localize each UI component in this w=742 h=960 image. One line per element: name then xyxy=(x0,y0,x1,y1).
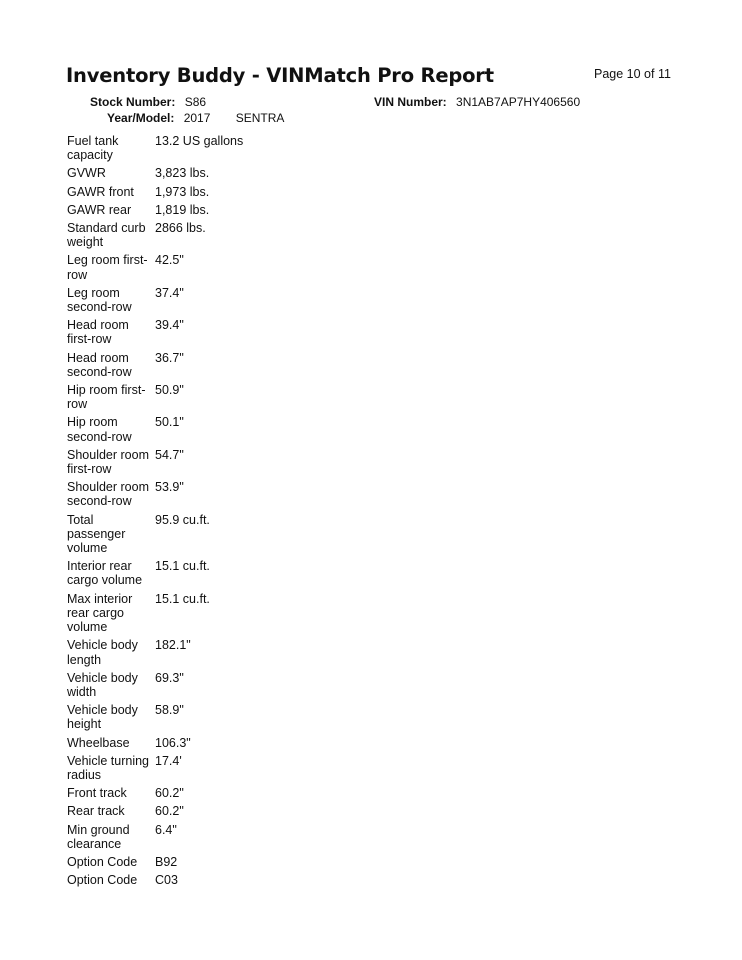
year-model-label: Year/Model: xyxy=(107,111,175,125)
spec-value: 182.1" xyxy=(155,638,191,653)
spec-value: 1,973 lbs. xyxy=(155,184,210,199)
spec-value: 54.7" xyxy=(155,447,184,462)
spec-value: B92 xyxy=(155,854,178,869)
spec-label: Shoulder room second-row xyxy=(67,480,149,509)
spec-row xyxy=(67,804,307,818)
spec-value: 42.5" xyxy=(155,253,184,268)
spec-row xyxy=(67,448,307,476)
spec-value: 58.9" xyxy=(155,703,184,718)
spec-value: 15.1 cu.ft. xyxy=(155,559,210,574)
spec-label: Vehicle body width xyxy=(67,670,138,699)
spec-label: Rear track xyxy=(67,804,125,819)
spec-row xyxy=(67,415,307,443)
spec-value: 36.7" xyxy=(155,350,184,365)
spec-label: Front track xyxy=(67,786,127,801)
spec-row xyxy=(67,873,307,887)
spec-label: Interior rear cargo volume xyxy=(67,559,143,588)
spec-row xyxy=(67,671,307,699)
spec-label: GAWR rear xyxy=(67,202,132,217)
report-title: Inventory Buddy - VINMatch Pro Report xyxy=(66,64,494,87)
vin-number-value: 3N1AB7AP7HY406560 xyxy=(456,95,581,109)
spec-value: 13.2 US gallons xyxy=(155,134,244,148)
year-model-row xyxy=(107,111,284,125)
spec-label: Vehicle body height xyxy=(67,703,138,732)
spec-row xyxy=(67,703,307,731)
spec-value: 50.1" xyxy=(155,415,184,430)
spec-row xyxy=(67,134,307,162)
spec-label: Option Code xyxy=(67,854,138,869)
spec-label: Option Code xyxy=(67,873,138,888)
spec-value: 2866 lbs. xyxy=(155,221,206,236)
spec-label: Vehicle turning radius xyxy=(67,753,150,782)
spec-row xyxy=(67,166,307,180)
spec-label: GAWR front xyxy=(67,184,134,199)
vin-number-label: VIN Number: xyxy=(374,95,447,109)
spec-value: 106.3" xyxy=(155,735,191,750)
spec-label: Min ground clearance xyxy=(67,822,130,851)
stock-number-value: S86 xyxy=(184,95,207,109)
spec-value: 53.9" xyxy=(155,480,184,495)
spec-value: 15.1 cu.ft. xyxy=(155,591,210,606)
spec-value: 60.2" xyxy=(155,786,184,801)
spec-row xyxy=(67,318,307,346)
year-value: 2017 xyxy=(183,111,211,125)
spec-value: C03 xyxy=(155,873,178,888)
vin-number-row xyxy=(374,95,580,109)
spec-row xyxy=(67,754,307,782)
spec-row xyxy=(67,823,307,851)
spec-value: 6.4" xyxy=(155,822,177,837)
spec-label: Leg room second-row xyxy=(67,285,132,315)
spec-label: Vehicle body length xyxy=(67,638,138,667)
spec-value: 50.9" xyxy=(155,383,184,398)
spec-label: Head room second-row xyxy=(67,350,132,379)
spec-label: Shoulder room first-row xyxy=(67,447,149,477)
spec-row xyxy=(67,559,307,587)
page-number: Page 10 of 11 xyxy=(594,67,671,81)
spec-value: 69.3" xyxy=(155,670,184,685)
spec-label: Leg room first-row xyxy=(67,253,148,282)
spec-value: 3,823 lbs. xyxy=(155,166,210,181)
spec-label: Fuel tank capacity xyxy=(67,134,119,163)
stock-number-row xyxy=(90,95,206,109)
spec-row xyxy=(67,855,307,869)
spec-label: GVWR xyxy=(67,166,106,181)
spec-row xyxy=(67,638,307,666)
spec-row xyxy=(67,351,307,379)
spec-row xyxy=(67,786,307,800)
spec-row xyxy=(67,480,307,508)
spec-value: 95.9 cu.ft. xyxy=(155,512,210,527)
spec-row xyxy=(67,221,307,249)
spec-value: 1,819 lbs. xyxy=(155,202,210,217)
spec-value: 39.4" xyxy=(155,318,184,333)
spec-list xyxy=(67,134,307,891)
spec-value: 37.4" xyxy=(155,285,184,300)
spec-row xyxy=(67,592,307,635)
spec-row xyxy=(67,736,307,750)
spec-label: Hip room first-row xyxy=(67,383,146,412)
spec-row xyxy=(67,286,307,314)
spec-label: Total passenger volume xyxy=(67,512,126,556)
spec-value: 60.2" xyxy=(155,804,184,819)
spec-label: Max interior rear cargo volume xyxy=(67,591,133,635)
spec-label: Hip room second-row xyxy=(67,415,132,444)
spec-label: Wheelbase xyxy=(67,735,130,750)
spec-row xyxy=(67,203,307,217)
spec-row xyxy=(67,383,307,411)
model-value: SENTRA xyxy=(235,111,285,125)
spec-label: Head room first-row xyxy=(67,318,129,347)
spec-row xyxy=(67,513,307,556)
spec-row xyxy=(67,185,307,199)
spec-row xyxy=(67,253,307,281)
spec-value: 17.4' xyxy=(155,753,182,768)
stock-number-label: Stock Number: xyxy=(90,95,176,109)
spec-label: Standard curb weight xyxy=(67,221,146,250)
